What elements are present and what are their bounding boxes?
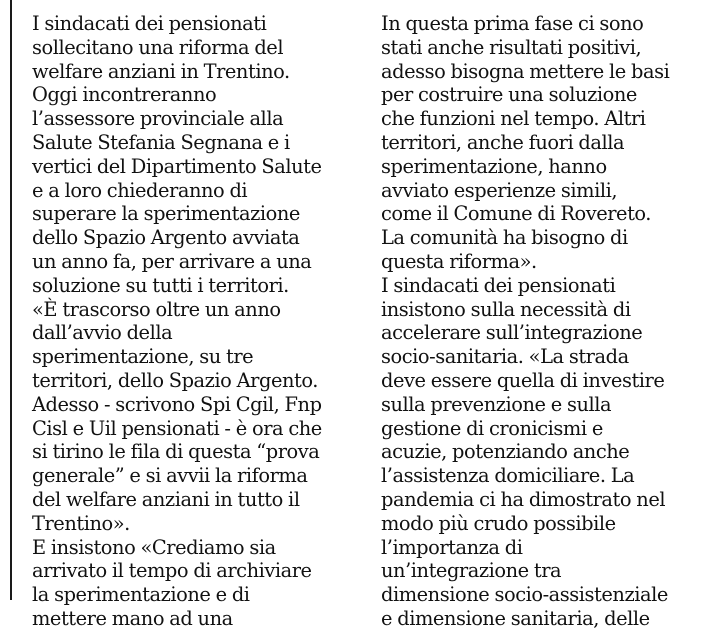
text-line: e dimensione sanitaria, delle [381,606,650,630]
text-line: dello Spazio Argento avviata [32,226,300,250]
text-line: e a loro chiederanno di [32,178,248,202]
text-line: superare la sperimentazione [32,202,300,226]
text-line: I sindacati dei pensionati [32,12,267,35]
text-line: socio-sanitaria. «La strada [381,345,629,369]
text-line: che funzioni nel tempo. Altri [381,107,646,131]
text-line: sperimentazione, su tre [32,345,254,369]
text-line: sulla prevenzione e sulla [381,392,612,416]
text-line: acuzie, potenziando anche [381,440,630,464]
text-line: Cisl e Uil pensionati - è ora che [32,416,322,440]
text-line: territori, dello Spazio Argento. [32,368,318,392]
text-line: accelerare sull’integrazione [381,321,643,345]
text-line: un’integrazione tra [381,559,562,583]
text-line: sperimentazione, hanno [381,154,607,178]
text-line: l’importanza di [381,535,523,559]
text-line: arrivato il tempo di archiviare [32,559,312,583]
text-line: come il Comune di Rovereto. [381,202,652,226]
text-line: deve essere quella di investire [381,368,665,392]
text-line: un anno fa, per arrivare a una [32,249,312,273]
text-line: per costruire una soluzione [381,83,637,107]
text-line: dimensione socio-assistenziale [381,583,668,607]
text-line: vertici del Dipartimento Salute [32,154,322,178]
text-line: si tirino le fila di questa “prova [32,440,320,464]
text-line: La comunità ha bisogno di [381,226,628,250]
column-rule [10,0,12,600]
text-line: dall’avvio della [32,321,173,345]
text-line: territori, anche fuori dalla [381,130,625,154]
text-line: generale” e si avvii la riforma [32,464,308,488]
text-line: Oggi incontreranno [32,83,217,107]
text-line: In questa prima fase ci sono [381,12,644,35]
text-line: mettere mano ad una [32,606,233,630]
text-line: welfare anziani in Trentino. [32,59,290,83]
text-line: del welfare anziani in tutto il [32,487,300,511]
text-line: Adesso - scrivono Spi Cgil, Fnp [32,392,322,416]
text-line: stati anche risultati positivi, [381,35,642,59]
text-line: modo più crudo possibile [381,511,616,535]
text-line: questa riforma». [381,249,537,273]
article-column-left [32,12,362,631]
text-line: soluzione su tutti i territori. [32,273,289,297]
text-line: la sperimentazione e di [32,583,250,607]
text-line: gestione di cronicismi e [381,416,603,440]
text-line: Salute Stefania Segnana e i [32,130,290,154]
article-column-right [381,12,721,631]
text-line: Trentino». [32,511,130,535]
text-line: pandemia ci ha dimostrato nel [381,487,666,511]
text-line: sollecitano una riforma del [32,35,284,59]
text-line: adesso bisogna mettere le basi [381,59,670,83]
text-line: l’assessore provinciale alla [32,107,284,131]
text-line: «È trascorso oltre un anno [32,297,281,321]
text-line: I sindacati dei pensionati [381,273,616,297]
text-line: l’assistenza domiciliare. La [381,464,635,488]
text-line: E insistono «Crediamo sia [32,535,276,559]
text-line: avviato esperienze simili, [381,178,618,202]
text-line: insistono sulla necessità di [381,297,631,321]
